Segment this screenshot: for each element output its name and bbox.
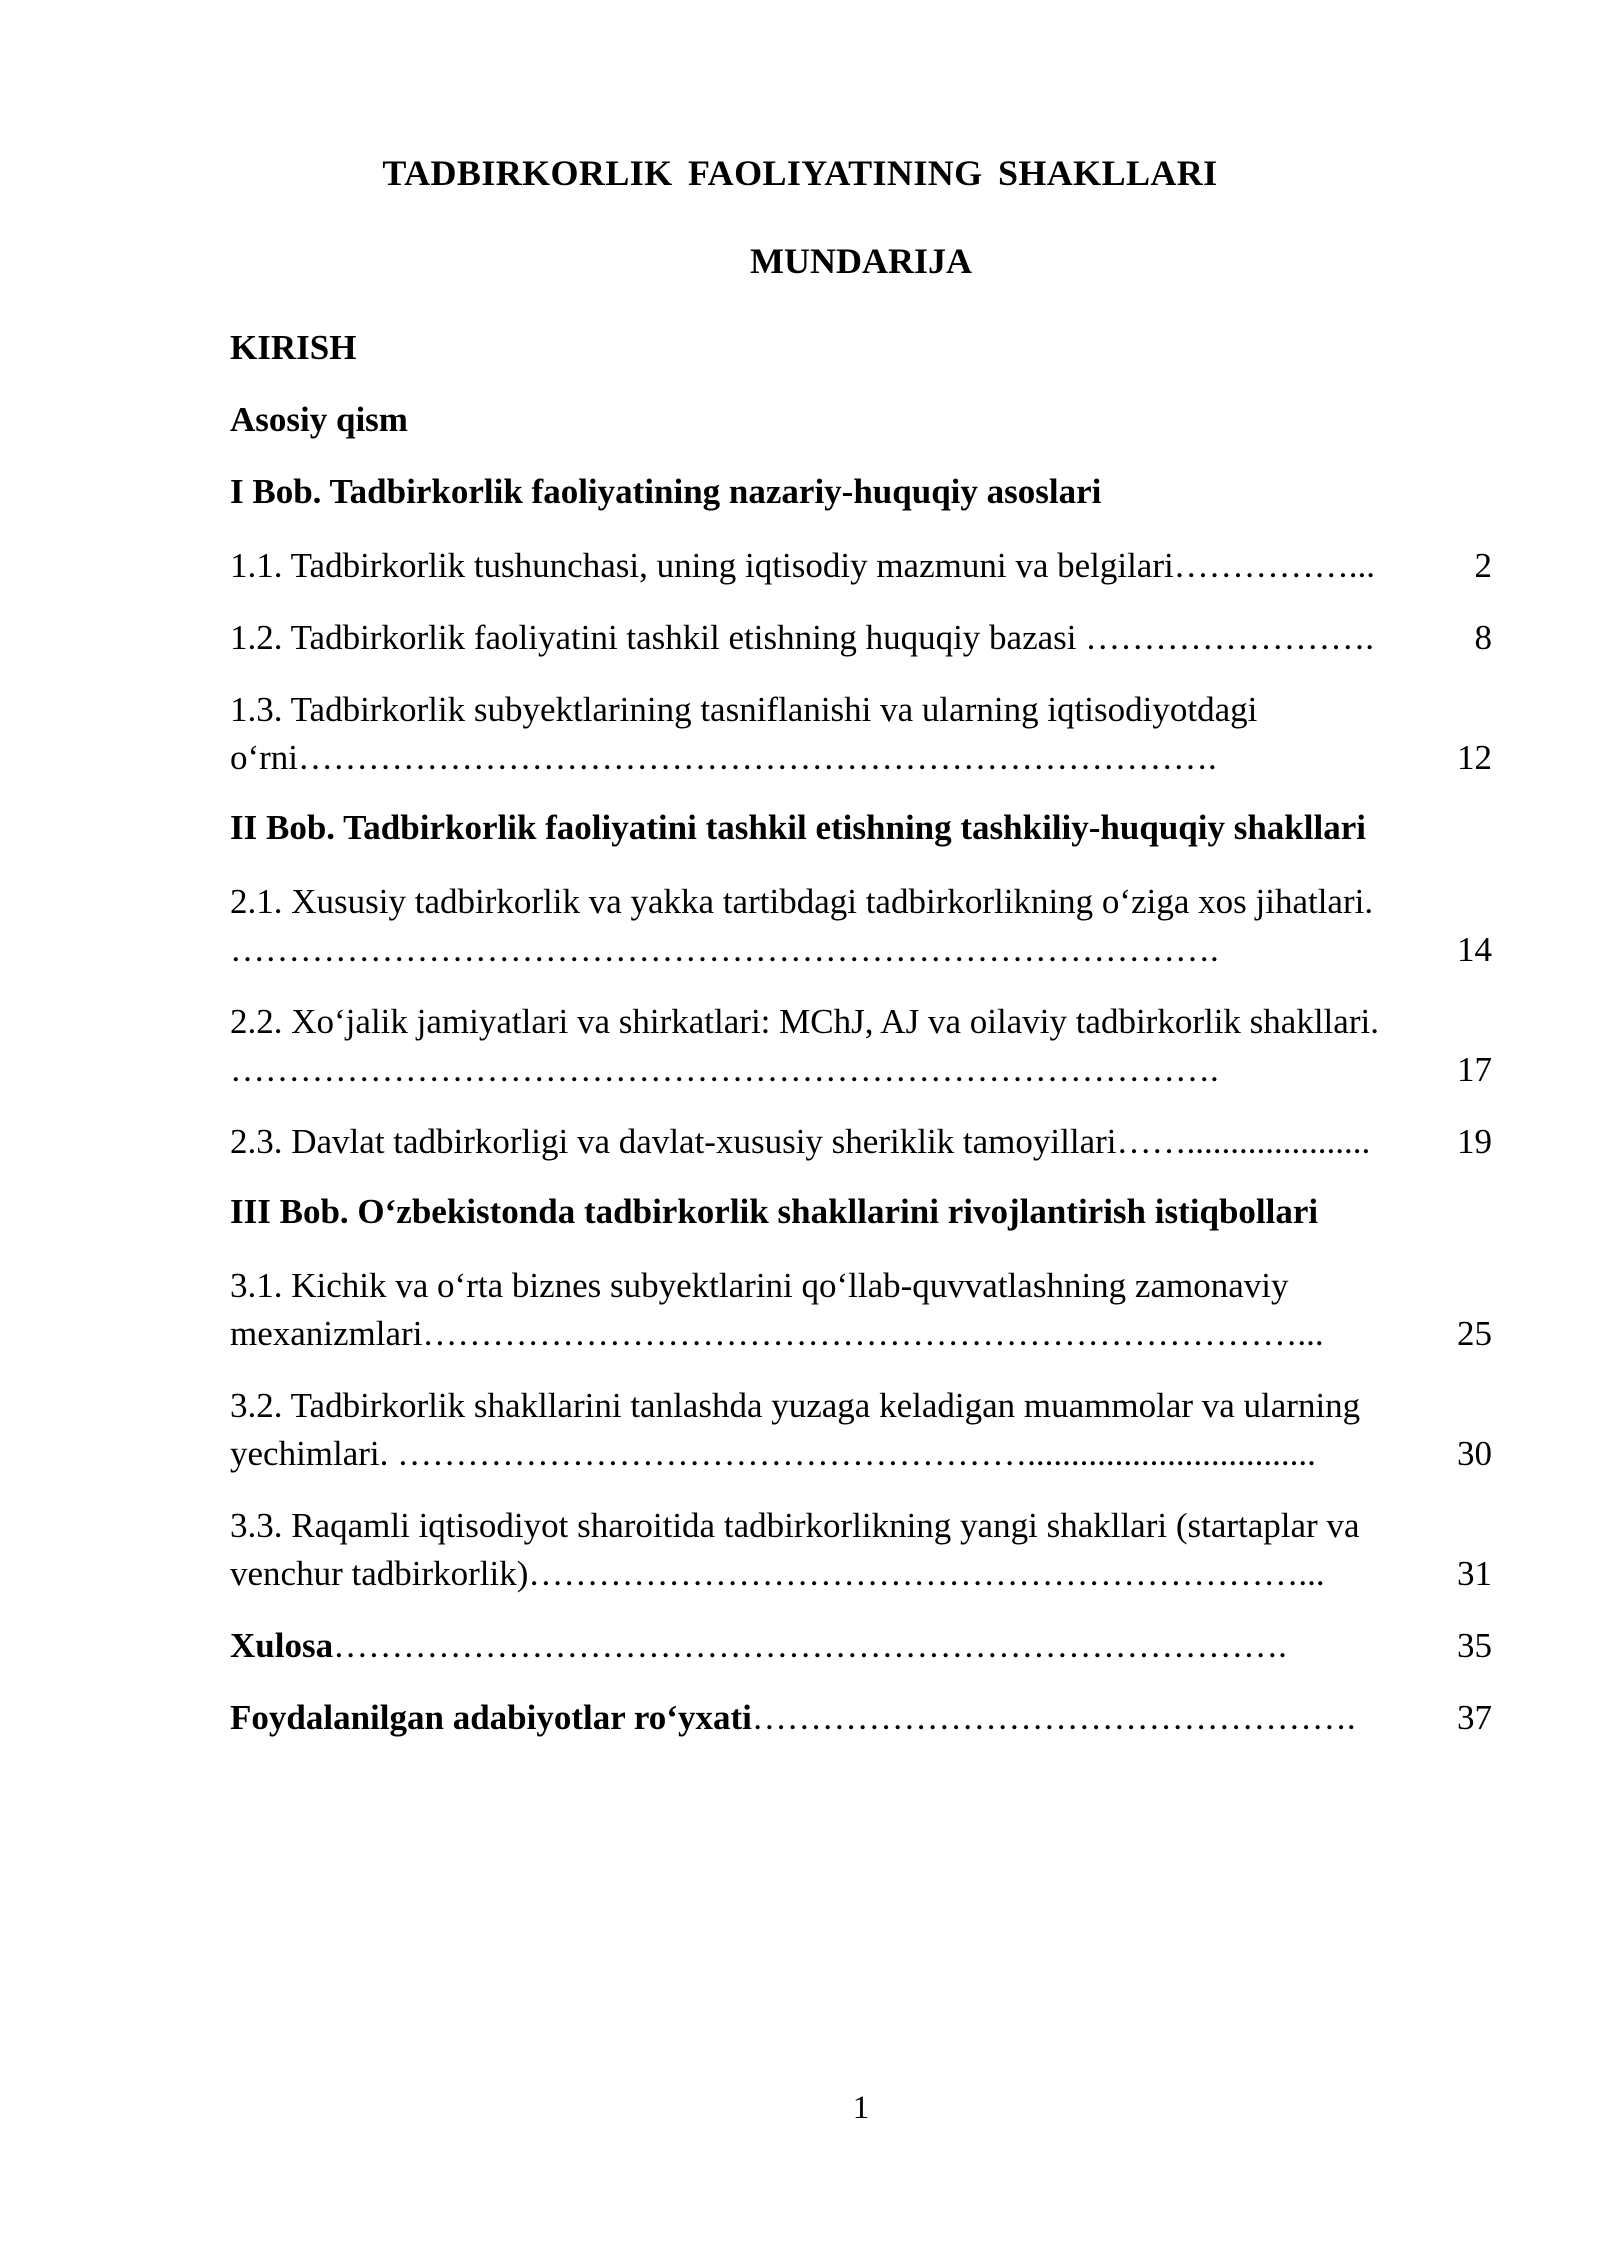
toc-entry-3-1 [230,1262,1492,1358]
toc-entry-2-3 [230,1118,1492,1166]
chapter-2-title: II Bob. Tadbirkorlik faoliyatini tashkil etishning tashkiliy-huquqiy shakllari [230,808,1366,847]
toc-entry-1-3 [230,686,1492,782]
leader-dots: ……..................... [1116,1122,1371,1161]
toc-entry-text-continued: yechimlari. [230,1434,398,1473]
table-of-contents [230,326,1492,1766]
leader-dots: ……………………. [1085,618,1374,657]
toc-entry-3-3 [230,1502,1492,1598]
toc-page-number: 14 [1457,930,1492,969]
toc-page-number: 35 [1457,1626,1492,1665]
chapter-1-title: I Bob. Tadbirkorlik faoliyatining nazariy-huquqiy asoslari [230,472,1102,511]
toc-entry-text: 3.3. Raqamli iqtisodiyot sharoitida tadbirkorlikning yangi shakllari (startaplar va [230,1506,1360,1545]
leader-dots: ……………... [1173,546,1375,585]
leader-dots: …………………………………………………………………………. [230,1050,1219,1089]
toc-page-number: 31 [1457,1554,1492,1593]
toc-entry-text: 2.1. Xususiy tadbirkorlik va yakka tartibdagi tadbirkorlikning o‘ziga xos jihatlari. [230,882,1374,921]
toc-entry-3-2 [230,1382,1492,1478]
document-title: TADBIRKORLIK FAOLIYATINING SHAKLLARI [382,153,1218,193]
toc-entry-label: Foydalanilgan adabiyotlar ro‘yxati [230,1698,752,1737]
toc-page-number: 19 [1457,1122,1492,1161]
toc-page-number: 17 [1457,1050,1492,1089]
toc-entry-xulosa [230,1622,1492,1670]
toc-page-number: 2 [1474,546,1492,585]
leader-dots: …………………………………………………………... [528,1554,1325,1593]
page-number: 1 [852,2090,870,2126]
toc-entry-adabiyotlar [230,1694,1492,1742]
leader-dots: ………………………………………………………………………. [333,1626,1287,1665]
toc-entry-2-1 [230,878,1492,974]
toc-entry-text: 2.2. Xo‘jalik jamiyatlari va shirkatlari: MChJ, AJ va oilaviy tadbirkorlik shakllari. [230,1002,1379,1041]
toc-kirish: KIRISH [230,328,357,367]
leader-dots: …………………………………………………………………... [422,1314,1324,1353]
toc-page-number: 37 [1457,1698,1492,1737]
toc-entry-label: Xulosa [230,1626,334,1665]
toc-entry-text-continued: o‘rni [230,738,299,777]
toc-entry-text: 3.1. Kichik va o‘rta biznes subyektlarini qo‘llab-quvvatlashning zamonaviy [230,1266,1289,1305]
toc-entry-text: 2.3. Davlat tadbirkorligi va davlat-xususiy sheriklik tamoyillari [230,1122,1117,1161]
toc-entry-2-2 [230,998,1492,1094]
toc-entry-text: 3.2. Tadbirkorlik shakllarini tanlashda yuzaga keladigan muammolar va ularning [230,1386,1361,1425]
toc-page-number: 25 [1457,1314,1492,1353]
leader-dots: ……………………………………………………………………. [298,738,1217,777]
toc-entry-text-continued: venchur tadbirkorlik) [230,1554,529,1593]
toc-entry-1-1 [230,542,1492,590]
chapter-3-title: III Bob. O‘zbekistonda tadbirkorlik shakllarini rivojlantirish istiqbollari [230,1192,1319,1231]
toc-entry-text-continued: mexanizmlari [230,1314,423,1353]
leader-dots: ……………………………………………. [751,1698,1356,1737]
leader-dots: ………………………………………………................................. [397,1434,1316,1473]
toc-entry-text: 1.1. Tadbirkorlik tushunchasi, uning iqtisodiy mazmuni va belgilari [230,546,1174,585]
toc-entry-text: 1.3. Tadbirkorlik subyektlarining tasniflanishi va ularning iqtisodiyotdagi [230,690,1258,729]
toc-page-number: 12 [1457,738,1492,777]
toc-page-number: 30 [1457,1434,1492,1473]
toc-asosiy-qism: Asosiy qism [230,400,408,439]
toc-entry-text: 1.2. Tadbirkorlik faoliyatini tashkil etishning huquqiy bazasi [230,618,1086,657]
leader-dots: …………………………………………………………………………. [230,930,1219,969]
toc-heading: MUNDARIJA [750,241,972,281]
toc-entry-1-2 [230,614,1492,662]
toc-page-number: 8 [1474,618,1492,657]
